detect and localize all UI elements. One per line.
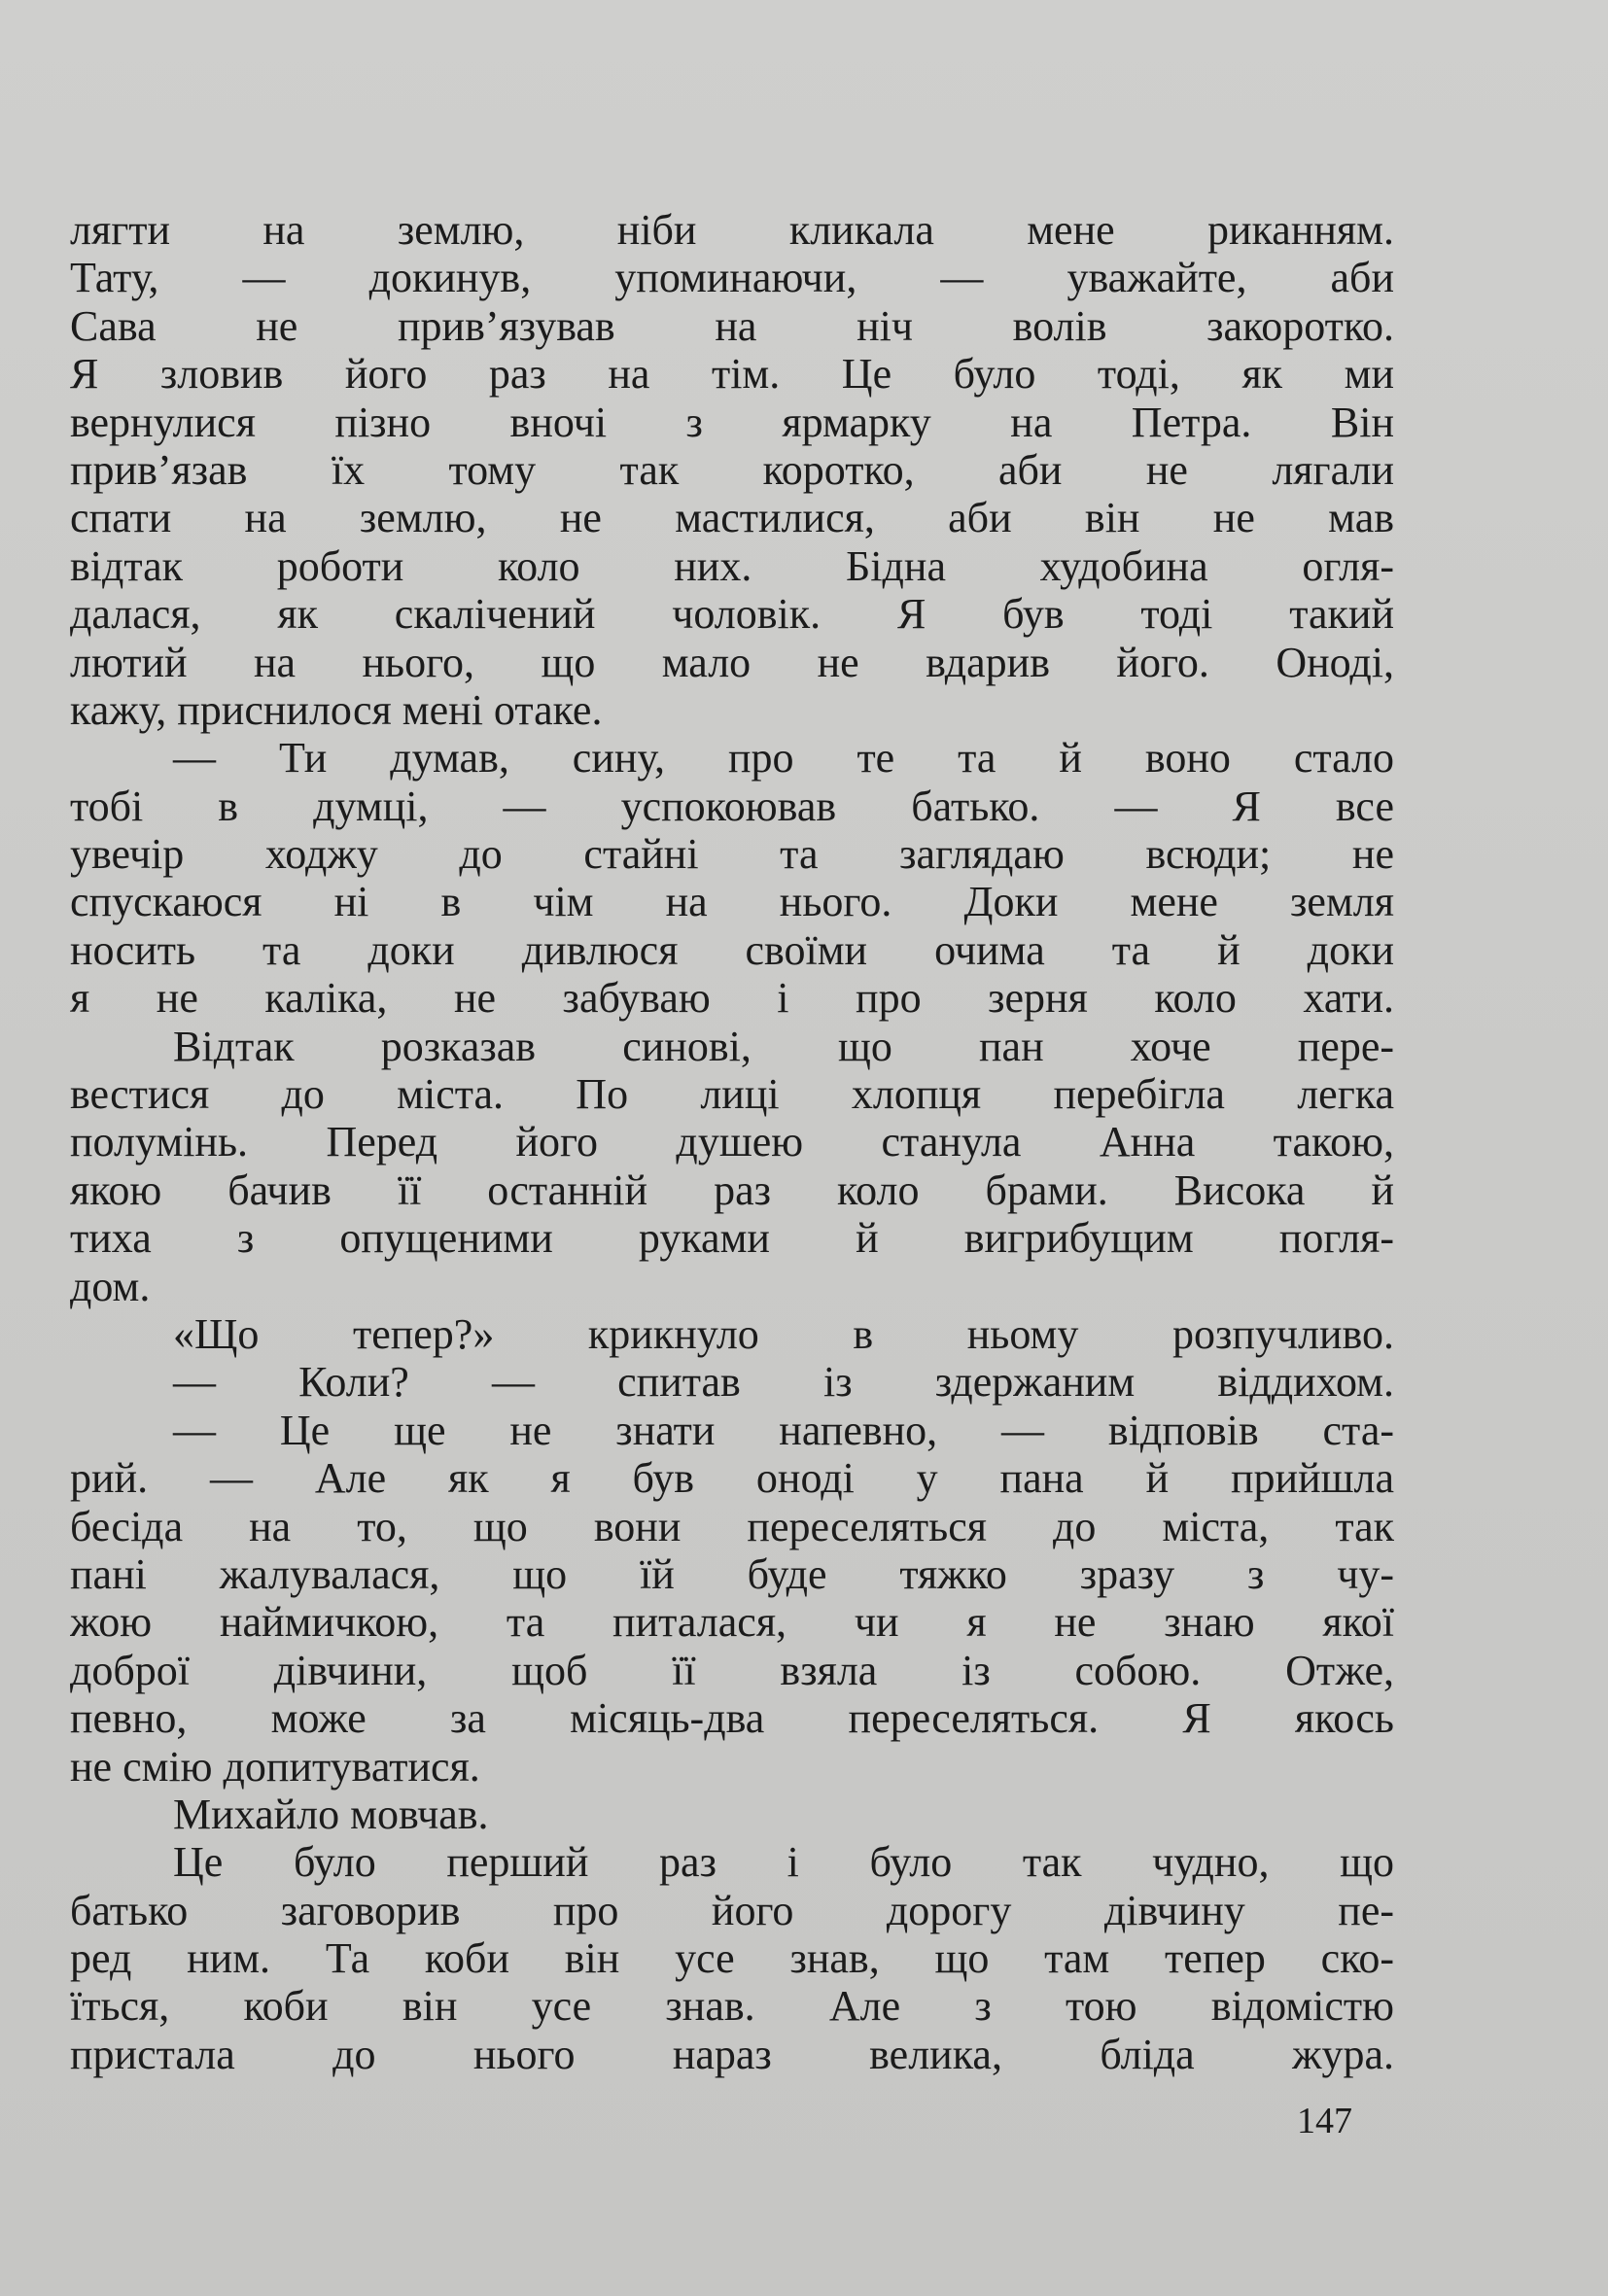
text-line: «Що тепер?» крикнуло в ньому розпучливо. [173,1309,1394,1358]
text-line: Сава не прив’язував на ніч волів закоротко. [70,301,1394,350]
text-line: їться, коби він усе знав. Але з тою відомістю [70,1982,1394,2031]
text-line: пристала до нього нараз велика, бліда жура. [70,2030,1394,2078]
text-line: — Це ще не знати напевно, — відповів ста- [173,1406,1394,1454]
text-line: тобі в думці, — успокоював батько. — Я все [70,782,1394,830]
text-line: бесіда на то, що вони переселяться до міста, так [70,1502,1394,1550]
text-line: спускаюся ні в чім на нього. Доки мене земля [70,878,1394,926]
text-line: ред ним. Та коби він усе знав, що там тепер ско- [70,1934,1394,1983]
text-line: батько заговорив про його дорогу дівчину пе- [70,1886,1394,1934]
text-line: вестися до міста. По лиці хлопця перебігла легка [70,1070,1394,1119]
text-line: Це було перший раз і було так чудно, що [173,1838,1394,1887]
text-line: лягти на землю, ніби кликала мене риканням. [70,206,1394,254]
text-line: прив’язав їх тому так коротко, аби не лягали [70,445,1394,494]
text-line: увечір ходжу до стайні та заглядаю всюди; не [70,830,1394,879]
text-line: — Ти думав, сину, про те та й воно стало [173,734,1394,783]
text-line: — Коли? — спитав із здержаним віддихом. [173,1358,1394,1407]
text-line: жою наймичкою, та питалася, чи я не знаю якої [70,1598,1394,1647]
text-line: Я зловив його раз на тім. Це було тоді, як ми [70,350,1394,399]
text-line: Тату, — докинув, упоминаючи, — уважайте, аби [70,254,1394,302]
text-line: доброї дівчини, щоб її взяла із собою. Отже, [70,1646,1394,1694]
text-line: спати на землю, не мастилися, аби він не мав [70,494,1394,542]
body-text [70,206,1394,2078]
text-line: дом. [70,1262,151,1310]
text-line: я не каліка, не забуваю і про зерня коло хати. [70,974,1394,1023]
text-line: тиха з опущеними руками й вигрибущим погля- [70,1214,1394,1263]
text-line: вернулися пізно вночі з ярмарку на Петра. Він [70,398,1394,446]
text-line: пані жалувалася, що їй буде тяжко зразу з чу- [70,1549,1394,1598]
page-number: 147 [1297,2101,1352,2141]
text-line: кажу, приснилося мені отаке. [70,685,603,734]
text-line: полумінь. Перед його душею станула Анна такою, [70,1118,1394,1166]
text-line: не смію допитуватися. [70,1742,480,1791]
text-line: Михайло мовчав. [173,1790,489,1838]
text-line: відтак роботи коло них. Бідна худобина огля- [70,541,1394,590]
text-line: якою бачив її останній раз коло брами. Висока й [70,1165,1394,1214]
text-line: Відтак розказав синові, що пан хоче пере- [173,1022,1394,1070]
text-line: далася, як скалічений чоловік. Я був тоді такий [70,590,1394,639]
text-line: носить та доки дивлюся своїми очима та й доки [70,925,1394,974]
text-line: певно, може за місяць-два переселяться. Я якось [70,1694,1394,1743]
text-line: рий. — Але як я був оноді у пана й прийшла [70,1454,1394,1503]
text-line: лютий на нього, що мало не вдарив його. Оноді, [70,638,1394,686]
